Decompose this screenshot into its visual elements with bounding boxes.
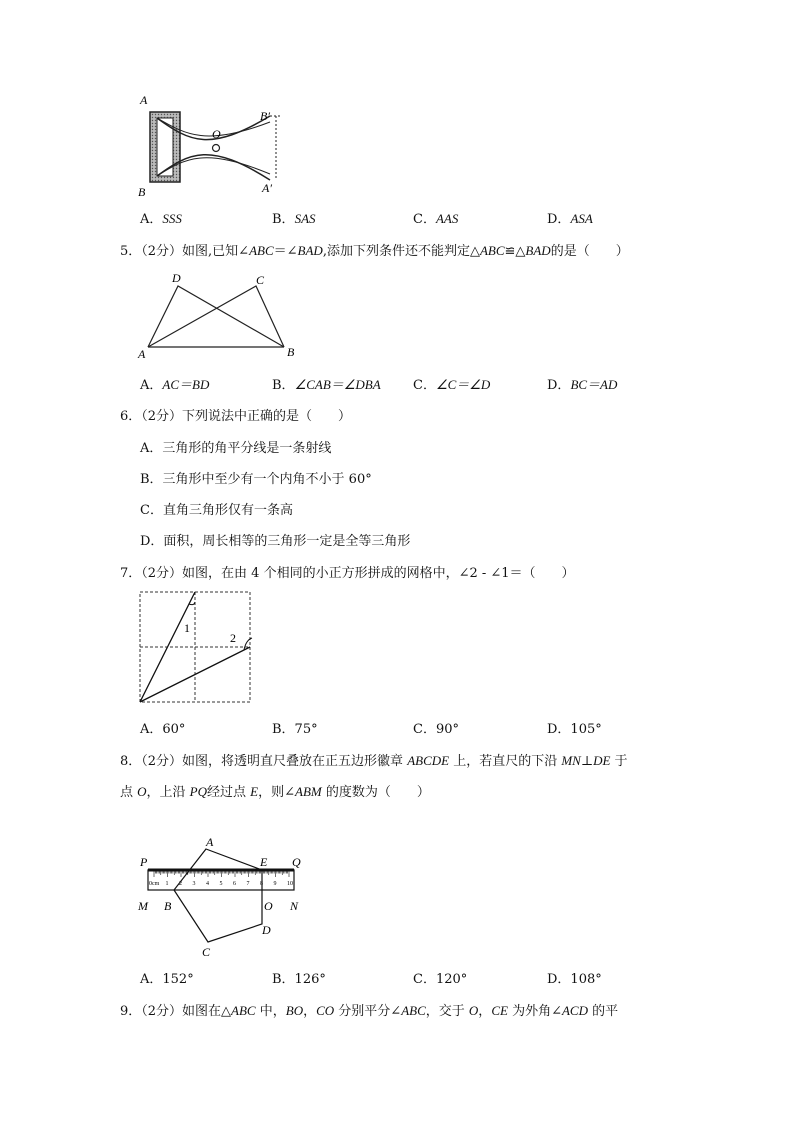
ruler-number: 3 <box>192 881 196 887</box>
label-p: P <box>140 855 148 869</box>
ruler-number: 2 <box>179 881 182 887</box>
q6-option-d: D．面积，周长相等的三角形一定是全等三角形 <box>140 534 411 549</box>
label-q: Q <box>292 855 301 869</box>
triangle-abd <box>148 286 284 347</box>
triangle-abc <box>148 286 284 347</box>
q6-option-a: A．三角形的角平分线是一条射线 <box>140 441 332 456</box>
pentagon-abcde <box>174 849 262 942</box>
q4-option-b: B．SAS <box>272 211 316 227</box>
question-5-figure <box>136 268 306 360</box>
q5-option-b: B．∠CAB＝∠DBA <box>272 377 381 393</box>
label-b: B <box>138 185 146 199</box>
q7-option-b: B．75° <box>272 722 318 737</box>
question-4-figure <box>130 92 290 202</box>
ruler-number: 9 <box>273 881 277 887</box>
q8-option-c: C．120° <box>413 972 468 987</box>
label-n: N <box>290 899 299 913</box>
q5-option-c: C．∠C＝∠D <box>413 377 491 393</box>
question-8-figure <box>136 830 316 960</box>
label-b: B <box>287 345 295 359</box>
pivot-o <box>213 145 220 152</box>
label-b: B <box>164 899 172 913</box>
q7-option-a: A．60° <box>140 722 186 737</box>
ruler-number: 10 <box>287 881 293 887</box>
ruler-number: 5 <box>219 881 223 887</box>
q5-option-a: A．AC＝BD <box>140 377 210 393</box>
label-a-prime: A′ <box>262 181 272 195</box>
ruler-zero-label: 0cm <box>149 881 160 887</box>
q4-option-a: A．SSS <box>140 211 182 227</box>
label-o: O <box>212 127 221 141</box>
question-9-stem: 9．（2分）如图在△ABC 中，BO，CO 分别平分∠ABC，交于 O，CE 为外角∠ACD 的平 <box>120 1003 619 1019</box>
q8-option-b: B．126° <box>272 972 326 987</box>
label-e: E <box>260 855 268 869</box>
label-o: O <box>264 899 273 913</box>
ruler-number: 8 <box>260 881 263 887</box>
label-d: D <box>172 271 181 285</box>
label-a: A <box>140 93 148 107</box>
question-7-grid-figure <box>136 588 256 706</box>
question-8-stem-line1: 8．（2分）如图，将透明直尺叠放在正五边形徽章 ABCDE 上，若直尺的下沿 MN⊥DE 于 <box>120 753 628 769</box>
question-6-stem: 6．（2分）下列说法中正确的是（ ） <box>120 409 352 424</box>
label-a: A <box>138 347 146 360</box>
ruler-number: 6 <box>233 881 236 887</box>
label-b-prime: B′ <box>260 109 270 123</box>
ruler-number: 7 <box>246 881 250 887</box>
q4-option-c: C．AAS <box>413 211 459 227</box>
ruler-number: 1 <box>165 881 169 887</box>
q6-option-b: B．三角形中至少有一个内角不小于 60° <box>140 472 372 487</box>
q4-option-d: D．ASA <box>547 211 593 227</box>
ruler <box>148 870 294 890</box>
question-5-stem: 5．（2分）如图,已知∠ABC＝∠BAD,添加下列条件还不能判定△ABC≌△BAD的是（ ） <box>120 243 629 259</box>
q7-option-d: D．105° <box>547 722 602 737</box>
label-a: A <box>206 835 214 849</box>
label-m: M <box>138 899 148 913</box>
angle-1-label: 1 <box>184 621 190 635</box>
q5-option-d: D．BC＝AD <box>547 377 618 393</box>
label-c: C <box>202 945 211 959</box>
q7-option-c: C．90° <box>413 722 459 737</box>
q8-option-d: D．108° <box>547 972 602 987</box>
q6-option-c: C．直角三角形仅有一条高 <box>140 503 293 518</box>
q8-option-a: A．152° <box>140 972 194 987</box>
question-8-stem-line2: 点 O，上沿 PQ经过点 E，则∠ABM 的度数为（ ） <box>120 784 430 800</box>
label-c: C <box>256 273 265 287</box>
question-7-stem: 7．（2分）如图，在由 4 个相同的小正方形拼成的网格中，∠2 - ∠1＝（ ） <box>120 566 575 581</box>
angle-2-label: 2 <box>230 631 236 645</box>
label-d: D <box>262 923 271 937</box>
ruler-number: 4 <box>206 881 209 887</box>
